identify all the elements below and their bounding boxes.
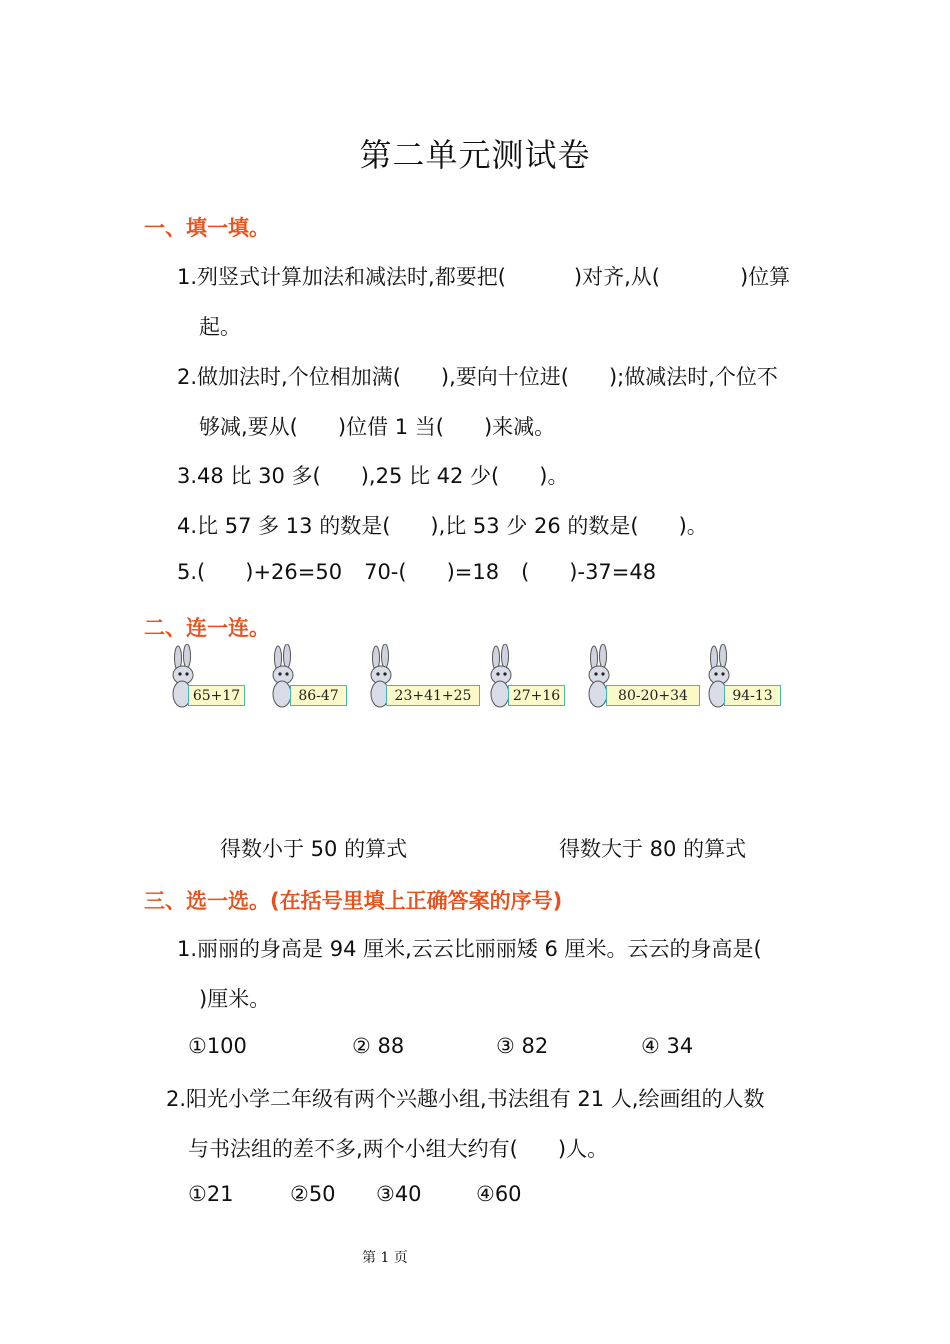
question-number: 4. (177, 514, 198, 538)
expression-card-label: 94-13 (724, 685, 781, 706)
option-3[interactable]: ③ 82 (496, 1034, 549, 1058)
option-1[interactable]: ①100 (188, 1034, 247, 1058)
option-4[interactable]: ④ 34 (641, 1034, 694, 1058)
question-number: 1. (177, 265, 198, 289)
expression-card-label: 80-20+34 (606, 685, 700, 706)
page-number: 第 1 页 (362, 1250, 408, 1266)
option-1[interactable]: ①21 (188, 1182, 234, 1206)
question-1-1 (177, 261, 790, 291)
question-1-2 (177, 361, 778, 391)
expression-card-label: 65+17 (188, 685, 245, 706)
expression-card-label: 86-47 (290, 685, 347, 706)
expression-card-label: 23+41+25 (386, 685, 480, 706)
expression-cards (168, 644, 788, 714)
question-text: 够减,要从( (199, 415, 298, 439)
question-1-2-cont (199, 411, 555, 441)
question-text: 阳光小学二年级有两个兴趣小组,书法组有 21 人,绘画组的人数 (186, 1087, 765, 1111)
page-title: 第二单元测试卷 (359, 136, 591, 174)
question-number: 3. (177, 464, 198, 488)
question-text: )厘米。 (199, 987, 271, 1011)
question-1-3 (177, 460, 568, 490)
question-1-1-cont: 起。 (199, 315, 241, 339)
question-text: ),要向十位进( (440, 365, 569, 389)
section-heading-choose: 三、选一选。(在括号里填上正确答案的序号) (144, 889, 563, 913)
question-text: )位算 (739, 265, 791, 289)
question-number: 5. (177, 560, 198, 584)
question-1-5 (177, 560, 656, 584)
question-text: 丽丽的身高是 94 厘米,云云比丽丽矮 6 厘米。云云的身高是( (197, 937, 762, 961)
option-4[interactable]: ④60 (476, 1182, 522, 1206)
question-text: )来减。 (483, 415, 556, 439)
question-number: 1. (177, 937, 198, 961)
match-target-greater-than-80[interactable]: 得数大于 80 的算式 (559, 837, 747, 861)
question-1-4 (177, 510, 708, 540)
question-3-2 (166, 1083, 764, 1113)
option-2[interactable]: ② 88 (352, 1034, 405, 1058)
section-heading-match: 二、连一连。 (144, 616, 270, 640)
question-number: 2. (177, 365, 198, 389)
question-text: 与书法组的差不多,两个小组大约有( (188, 1137, 518, 1161)
question-text: )-37=48 (569, 560, 657, 584)
match-target-less-than-50[interactable]: 得数小于 50 的算式 (220, 837, 408, 861)
question-text: ( (521, 560, 530, 584)
question-text: ),25 比 42 少( (360, 464, 500, 488)
question-text: )人。 (557, 1137, 609, 1161)
question-text: ),比 53 少 26 的数是( (430, 514, 639, 538)
question-text: 48 比 30 多( (197, 464, 321, 488)
question-3-2-cont (188, 1133, 608, 1163)
question-text: 列竖式计算加法和减法时,都要把( (197, 265, 506, 289)
expression-card-label: 27+16 (508, 685, 565, 706)
option-2[interactable]: ②50 (290, 1182, 336, 1206)
question-text: )。 (539, 464, 569, 488)
question-3-1 (177, 933, 762, 963)
section-heading-fill: 一、填一填。 (144, 216, 270, 240)
option-3[interactable]: ③40 (376, 1182, 422, 1206)
question-text: 70-( (364, 560, 407, 584)
question-text: 做加法时,个位相加满( (197, 365, 401, 389)
question-text: );做减法时,个位不 (608, 365, 778, 389)
question-number: 2. (166, 1087, 187, 1111)
question-text: )=18 (446, 560, 500, 584)
question-text: 比 57 多 13 的数是( (197, 514, 391, 538)
question-text: )位借 1 当( (337, 415, 444, 439)
question-3-1-cont (199, 983, 270, 1013)
question-text: ( (197, 560, 206, 584)
question-text: )。 (678, 514, 708, 538)
question-text: )+26=50 (245, 560, 343, 584)
question-text: )对齐,从( (573, 265, 660, 289)
